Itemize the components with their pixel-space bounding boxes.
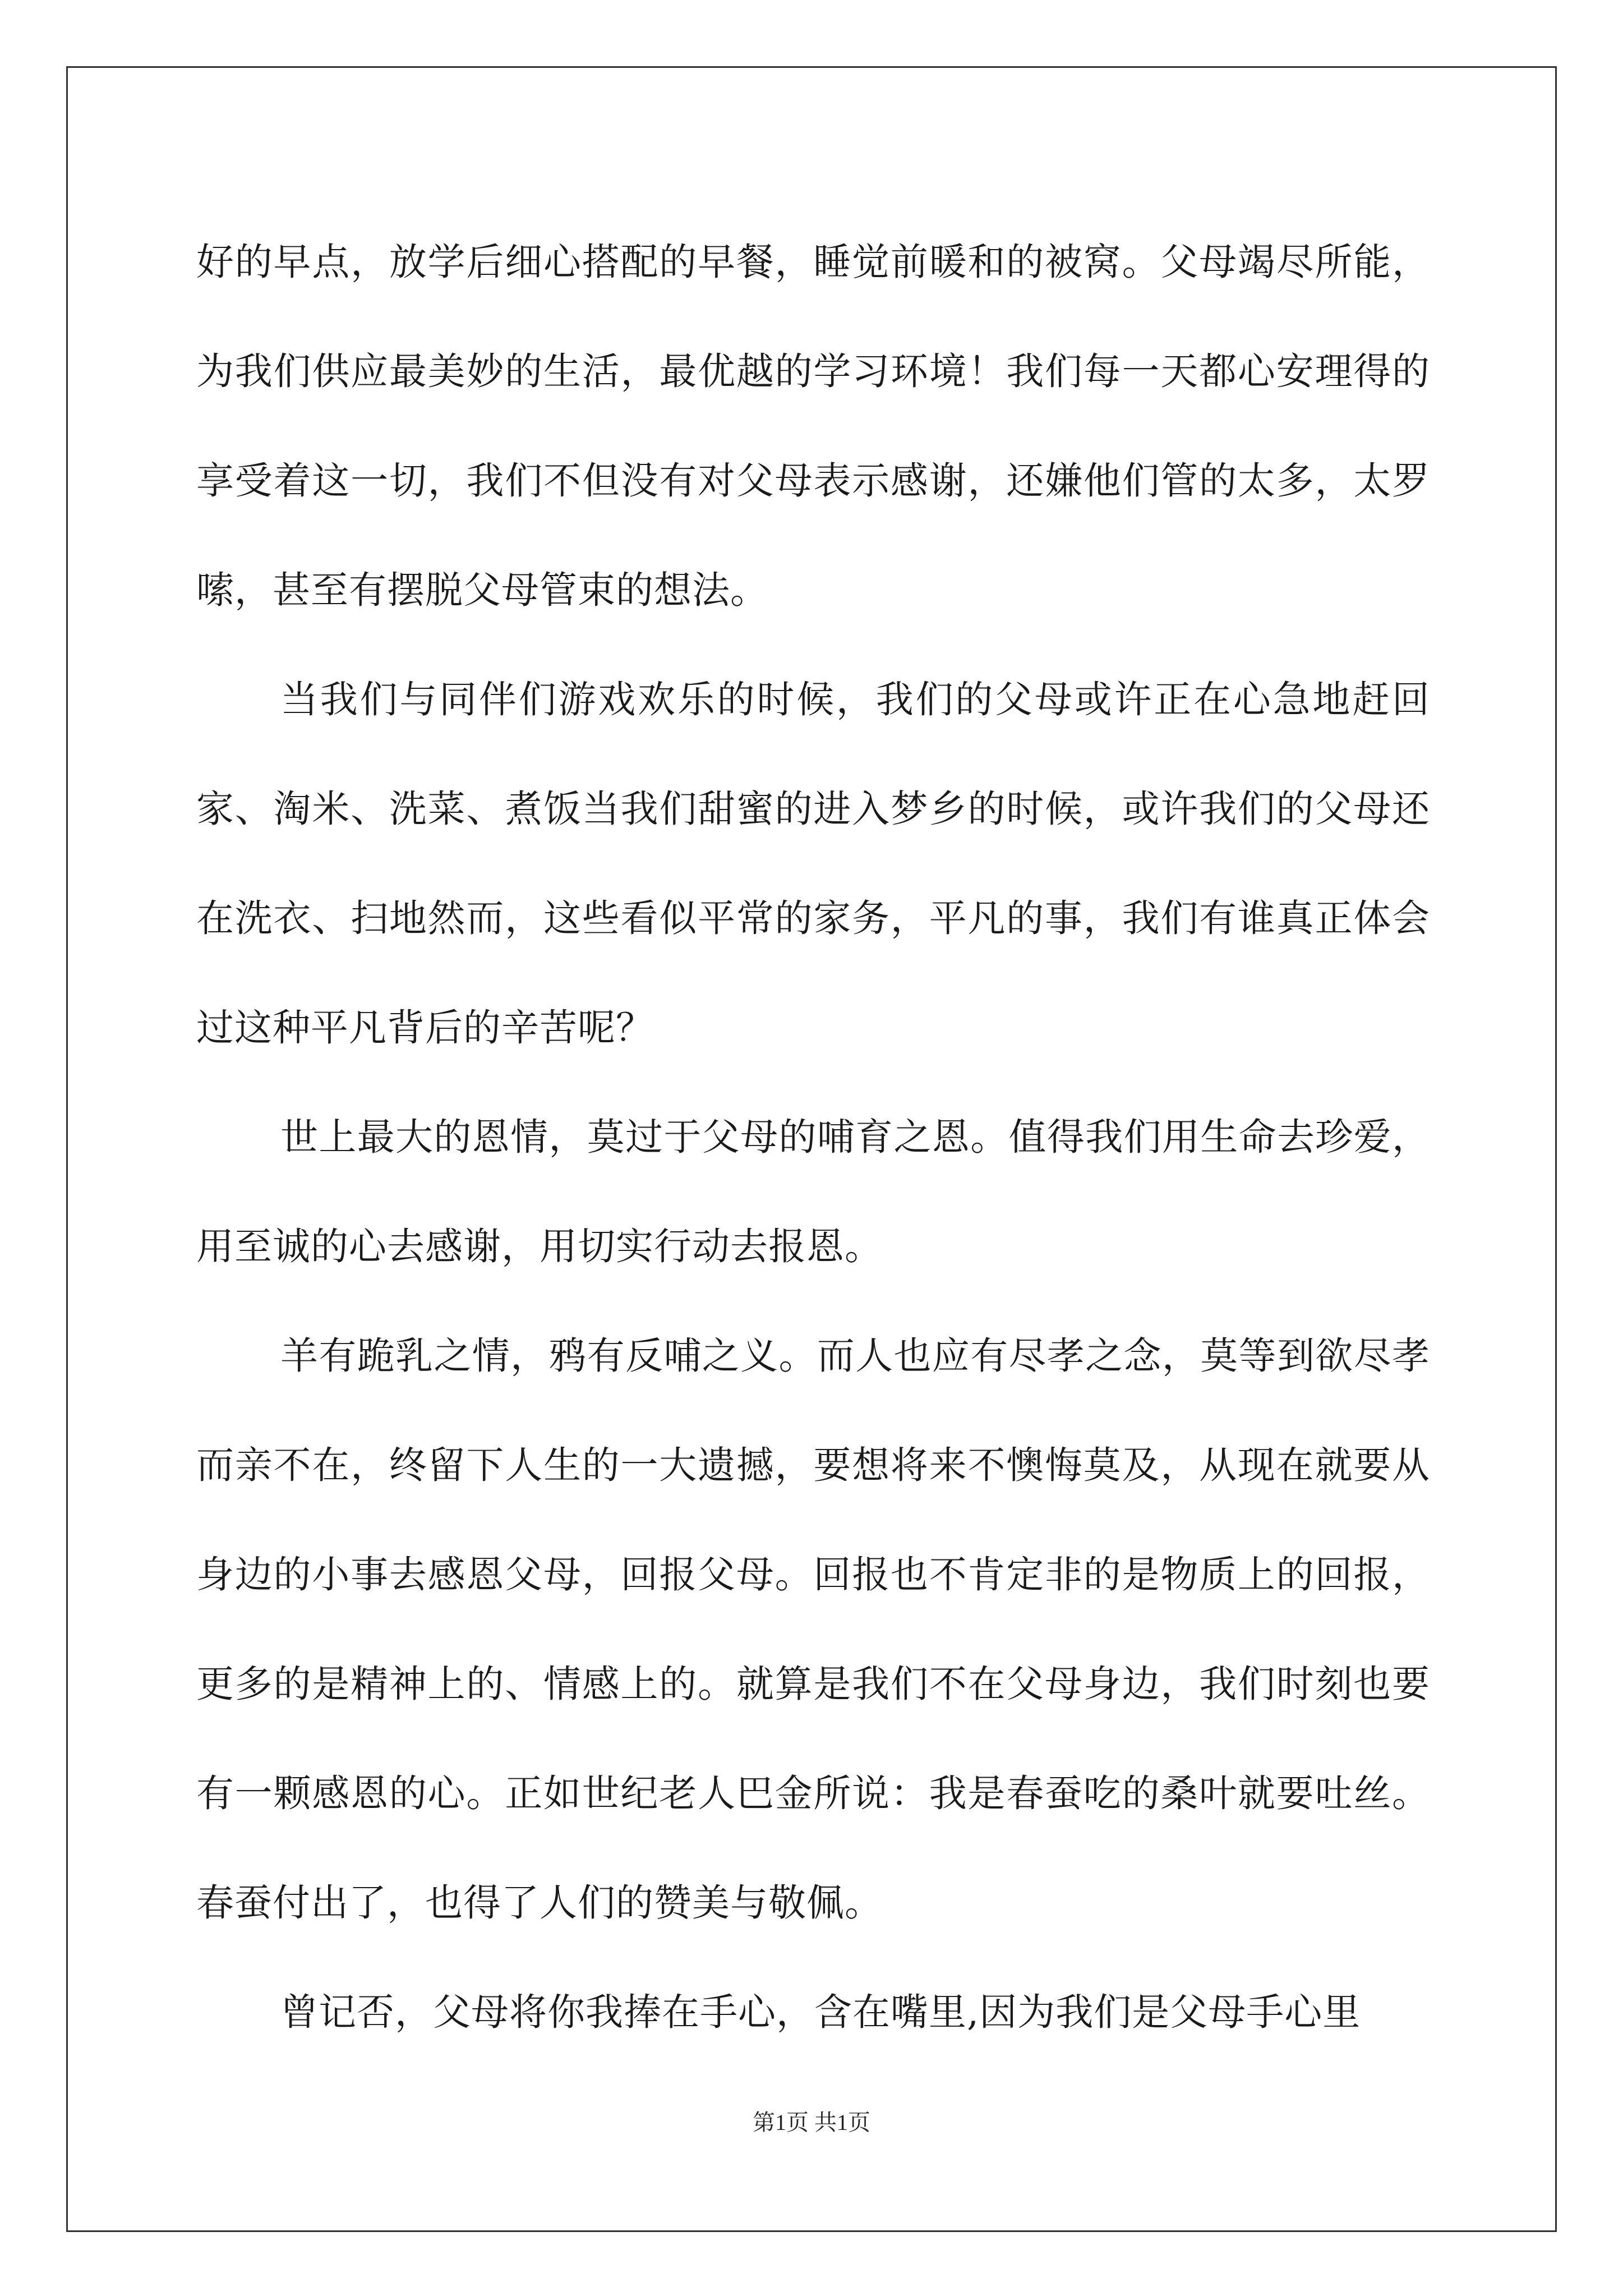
- paragraph-4: 羊有跪乳之情，鸦有反哺之义。而人也应有尽孝之念，莫等到欲尽孝而亲不在，终留下人生的一大遗撼，要想将来不懊悔莫及，从现在就要从身边的小事去感恩父母，回报父母。回报也不肯定非的是物质上的回报，更多的是精神上的、情感上的。就算是我们不在父母身边，我们时刻也要有一颗感恩的心。正如世纪老人巴金所说：我是春蚕吃的桑叶就要吐丝。春蚕付出了，也得了人们的赞美与敬佩。: [196, 1334, 1430, 1925]
- paragraph-2: 当我们与同伴们游戏欢乐的时候，我们的父母或许正在心急地赶回家、淘米、洗菜、煮饭当我们甜蜜的进入梦乡的时候，或许我们的父母还在洗衣、扫地然而，这些看似平常的家务，平凡的事，我们有谁真正体会过这种平凡背后的辛苦呢？: [196, 678, 1430, 1050]
- document-body: [196, 208, 1430, 2067]
- page-footer: 第1页 共1页: [753, 2110, 870, 2135]
- paragraph-3: 世上最大的恩情，莫过于父母的哺育之恩。值得我们用生命去珍爱，用至诚的心去感谢，用切实行动去报恩。: [196, 1115, 1430, 1268]
- paragraph-1: 好的早点，放学后细心搭配的早餐，睡觉前暖和的被窝。父母竭尽所能，为我们供应最美妙的生活，最优越的学习环境！我们每一天都心安理得的享受着这一切，我们不但没有对父母表示感谢，还嫌他们管的太多，太罗嗦，甚至有摆脱父母管束的想法。: [196, 240, 1430, 612]
- paragraph-5: 曾记否，父母将你我捧在手心，含在嘴里,因为我们是父母手心里: [280, 1990, 1361, 2034]
